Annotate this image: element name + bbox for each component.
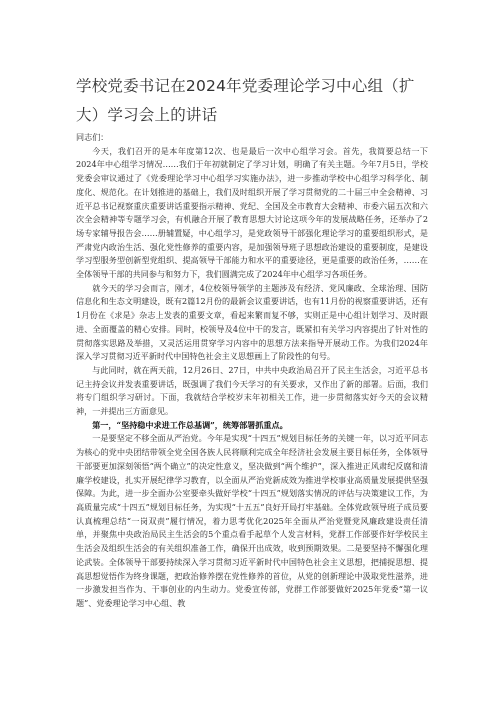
paragraph-3: 与此同时，就在两天前，12月26日、27日，中共中央政治局召开了民主生活会，习近平总书记主持会议并发表重要讲话，既强调了我们今天学习的有关要求，又作出了新的部署。后面，我们将专门组织学习研讨。下面，我就结合学校岁末年初相关工作，进一步贯彻落实好今天的会议精神，一并提出三方面意见。 bbox=[76, 364, 428, 417]
salutation: 同志们： bbox=[76, 132, 109, 142]
paragraph-1: 今天，我们召开的是本年度第12次、也是最后一次中心组学习会。首先，我简要总结一下2024年中心组学习情况……我们于年初就制定了学习计划，明确了有关主题。今年7月5日，学校党委会审议通过了《党委理论学习中心组学习实施办法》，进一步推动学校中心组学习科学化、制度化、规范化。在计划推进的基础上，我们及时组织开展了学习贯彻党的二十届三中全会精神、习近平总书记视察重庆重要讲话重要指示精神、党纪、全国及全市教育大会精神、市委六届五次和六次全会精神等专题学习会，有机融合开展了教育思想大讨论这项今年的发展战略任务，还举办了2场专家辅导报告会……册辅置疑，中心组学习，是党政领导干部强化理论学习的重要组织形式，是严肃党内政治生活、强化党性修养的重要内容，是加强领导班子思想政治建设的重要制度，是建设学习型服务型创新型党组织、提高领导干部能力和水平的重要途径，更是重要的政治任务，……在全体领导干部的共同参与和努力下，我们圆满完成了2024年中心组学习各项任务。 bbox=[76, 145, 428, 280]
document-title: 学校党委书记在2024年党委理论学习中心组（扩大）学习会上的讲话 bbox=[76, 77, 415, 124]
document-body bbox=[76, 131, 428, 611]
paragraph-4: 一是要坚定不移全面从严治党。今年是实现“十四五”规划目标任务的关键一年，以习近平同志为核心的党中央团结带领全党全国各族人民将顺利完成全年经济社会发展主要目标任务，全体领导干部要更加深刻领悟“两个确立”的决定性意义，坚决做到“两个维护”，深入推进正风肃纪反腐和清廉学校建设，扎实开展纪律学习教育，以全面从严治党新成效为推进学校事业高质量发展提供坚强保障。为此，进一步全面办公室要牵头做好学校“十四五”规划落实情况的评估与决策建议工作，为高质量完成“十四五”规划目标任务，为实现“十五五”良好开局打牢基础。全体党政领导班子成员要认真梳理总结“一岗双责”履行情况，着力思考优化2025年全面从严治党暨党风廉政建设责任清单，并聚焦中央政治局民主生活会的5个重点看手起草个人发言材料，党群工作部要作好学校民主生活会及组织生活会的有关组织准备工作，确保开出成效，收到预期效果。二是要坚持不懈强化理论武装。全体领导干部要持续深入学习贯彻习近平新时代中国特色社会主义思想，把捕捉思想、提高思想觉悟作为终身课题，把政治修养摆在党性修养的首位，从党的创新理论中汲取党性滋养，进一步激发担当作为、干事创业的内生动力。党委宣传部，党群工作部要做好2025年党委“第一议题”、党委理论学习中心组、教 bbox=[76, 433, 428, 608]
paragraph-2: 就今天的学习会而言，刚才，4位校领导领学的主题涉及有经济、党风廉政、全球治理、国防信息化和生态文明建设，既有2篇12月份的最新会议重要讲话，也有11月份的视察重要讲话，还有1月份在《求是》杂志上发表的重要文章，看起来繁而复不够，实则正是中心组计划学习、及时跟进、全面覆盖的精心安排。同时，校领导及4位中干的发言，既紧扣有关学习内容提出了针对性的贯彻落实思路及举措，又灵活运用贯穿学习内容中的思想方法来指导开展动工作。为我们2024年深入学习贯彻习近平新时代中国特色社会主义思想画上了阶段性的句号。 bbox=[76, 282, 428, 362]
section-heading-1: 第一，“坚持稳中求进工作总基调”，统筹部署抓重点。 bbox=[92, 419, 288, 430]
